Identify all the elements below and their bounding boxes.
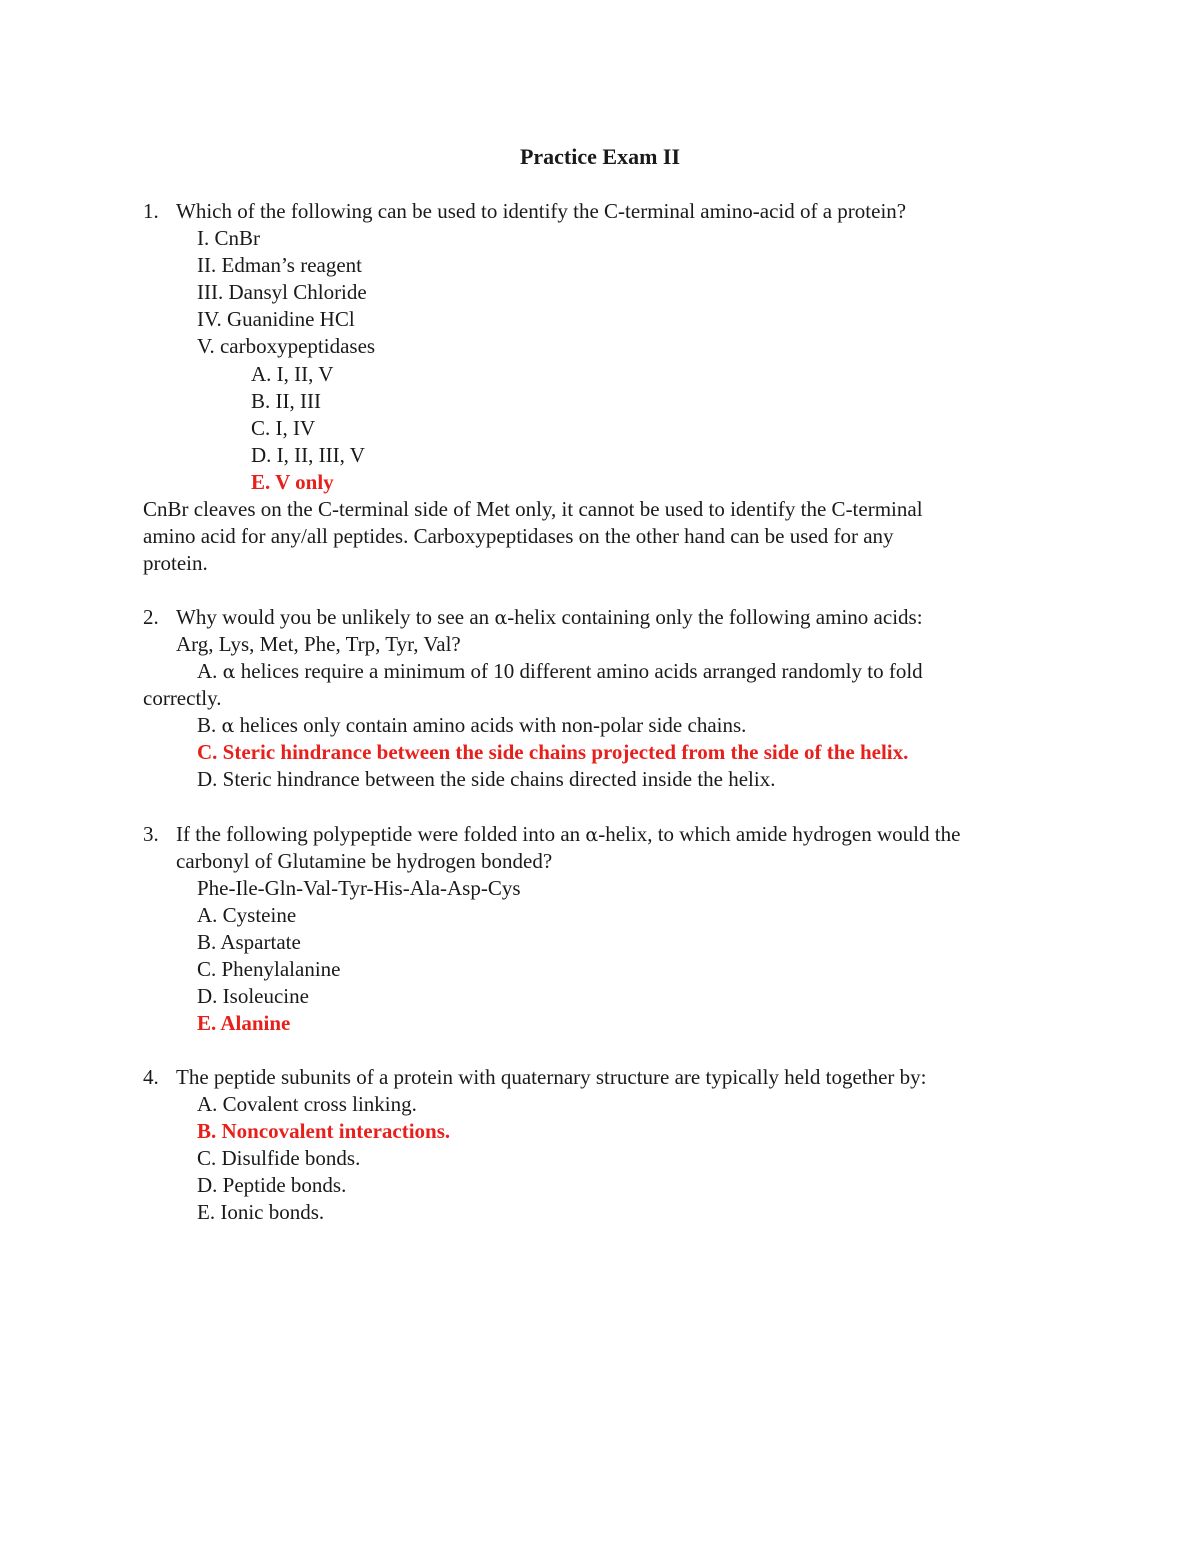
q1-item: I. CnBr [197, 226, 260, 250]
q2-option-a: A. α helices require a minimum of 10 different amino acids arranged randomly to fold [197, 659, 923, 683]
q2-option-d: D. Steric hindrance between the side chains directed inside the helix. [197, 767, 776, 791]
q1-option: C. I, IV [251, 416, 316, 440]
q3-number: 3. [143, 822, 159, 846]
q4-option: A. Covalent cross linking. [197, 1092, 417, 1116]
q1-explanation: protein. [143, 551, 208, 575]
q1-explanation: amino acid for any/all peptides. Carboxypeptidases on the other hand can be used for any [143, 524, 894, 548]
q2-option-b: B. α helices only contain amino acids with non-polar side chains. [197, 713, 747, 737]
q2-correct-answer: C. Steric hindrance between the side chains projected from the side of the helix. [197, 740, 909, 764]
q1-option: B. II, III [251, 389, 321, 413]
q4-option: D. Peptide bonds. [197, 1173, 347, 1197]
q1-number: 1. [143, 199, 159, 223]
alpha-symbol: α [222, 661, 236, 683]
q4-option: C. Disulfide bonds. [197, 1146, 361, 1170]
q3-option: A. Cysteine [197, 903, 297, 927]
q1-question: Which of the following can be used to identify the C-terminal amino-acid of a protein? [176, 199, 907, 223]
q1-item: IV. Guanidine HCl [197, 307, 355, 331]
q4-number: 4. [143, 1065, 159, 1089]
q3-sequence: Phe-Ile-Gln-Val-Tyr-His-Ala-Asp-Cys [197, 876, 521, 900]
q3-option: B. Aspartate [197, 930, 301, 954]
q2-option-a-cont: correctly. [143, 686, 222, 710]
q3-question-line2: carbonyl of Glutamine be hydrogen bonded? [176, 849, 553, 873]
q3-correct-answer: E. Alanine [197, 1011, 291, 1035]
q4-correct-answer: B. Noncovalent interactions. [197, 1119, 451, 1143]
q1-correct-answer: E. V only [251, 470, 334, 494]
alpha-symbol: α [585, 824, 599, 846]
q2-number: 2. [143, 605, 159, 629]
q2-question-line2: Arg, Lys, Met, Phe, Trp, Tyr, Val? [176, 632, 461, 656]
q4-question: The peptide subunits of a protein with quaternary structure are typically held together by: [176, 1065, 927, 1089]
q2-question: Why would you be unlikely to see an α-helix containing only the following amino acids: [176, 605, 923, 629]
q3-option: C. Phenylalanine [197, 957, 341, 981]
q1-item: V. carboxypeptidases [197, 334, 376, 358]
q1-explanation: CnBr cleaves on the C-terminal side of Met only, it cannot be used to identify the C-terminal [143, 497, 923, 521]
q3-option: D. Isoleucine [197, 984, 309, 1008]
q1-item: III. Dansyl Chloride [197, 280, 367, 304]
q1-option: D. I, II, III, V [251, 443, 365, 467]
page-title: Practice Exam II [519, 144, 681, 169]
q1-item: II. Edman’s reagent [197, 253, 363, 277]
q1-option: A. I, II, V [251, 362, 334, 386]
alpha-symbol: α [494, 607, 508, 629]
q4-option: E. Ionic bonds. [197, 1200, 325, 1224]
alpha-symbol: α [221, 715, 235, 737]
q3-question: If the following polypeptide were folded into an α-helix, to which amide hydrogen would the [176, 822, 961, 846]
